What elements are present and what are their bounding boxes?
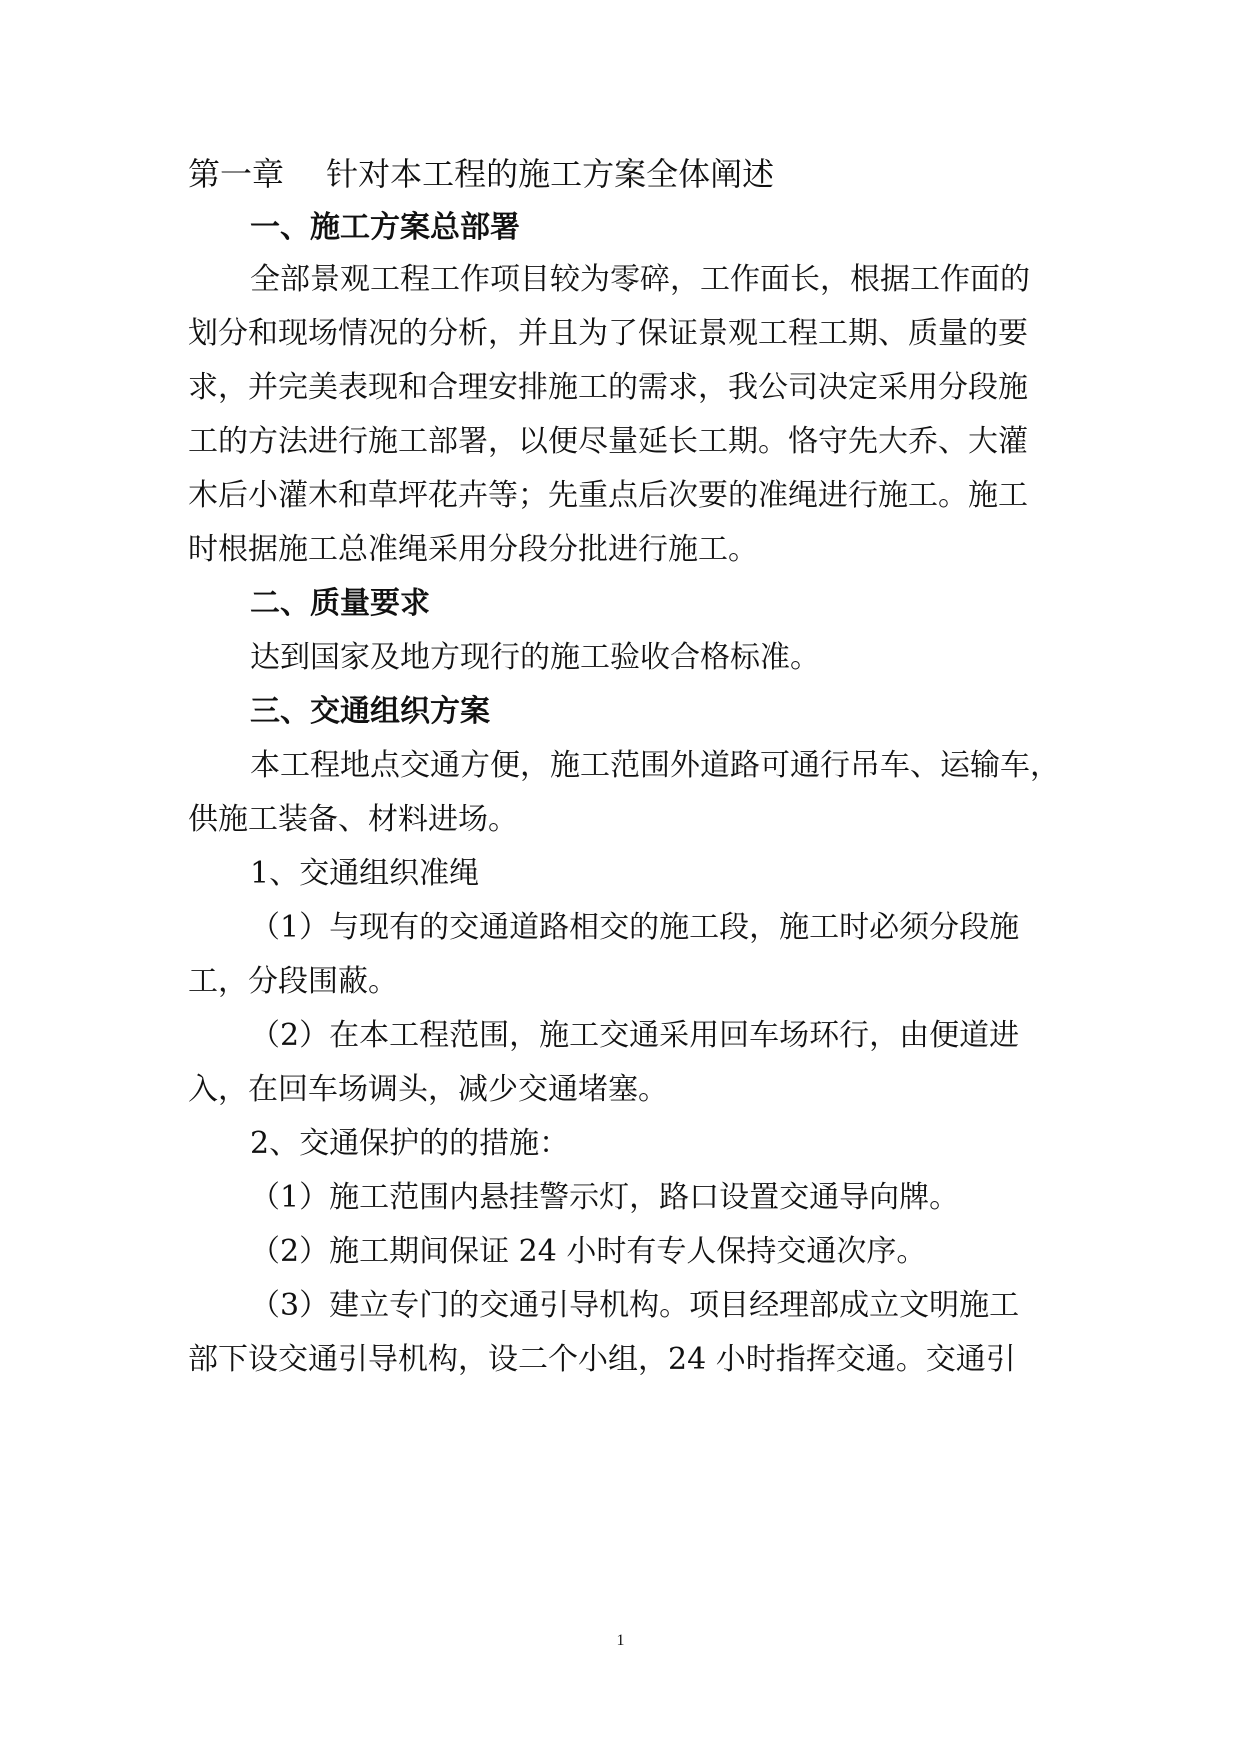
chapter-title: 第一章 针对本工程的施工方案全体阐述: [188, 155, 775, 193]
paragraph-line: 入，在回车场调头，减少交通堵塞。: [188, 1072, 668, 1107]
paragraph-line: 时根据施工总准绳采用分段分批进行施工。: [188, 532, 758, 567]
paragraph-line: （2）在本工程范围，施工交通采用回车场环行，由便道进: [250, 1018, 1020, 1053]
paragraph-line: 求，并完美表现和合理安排施工的需求，我公司决定采用分段施: [188, 370, 1028, 405]
section-heading-deployment: 一、施工方案总部署: [250, 210, 520, 245]
paragraph-line: 木后小灌木和草坪花卉等；先重点后次要的准绳进行施工。施工: [188, 478, 1028, 513]
paragraph-line: 本工程地点交通方便，施工范围外道路可通行吊车、运输车，: [250, 748, 1060, 783]
paragraph-line: 部下设交通引导机构，设二个小组，24 小时指挥交通。交通引: [188, 1342, 1016, 1377]
subsection-heading: 1、交通组织准绳: [250, 856, 480, 891]
paragraph-line: 供施工装备、材料进场。: [188, 802, 518, 837]
paragraph-line: （3）建立专门的交通引导机构。项目经理部成立文明施工: [250, 1288, 1020, 1323]
paragraph-line: （1）施工范围内悬挂警示灯，路口设置交通导向牌。: [250, 1180, 960, 1215]
paragraph-line: 全部景观工程工作项目较为零碎，工作面长，根据工作面的: [250, 262, 1030, 297]
paragraph-line: （1）与现有的交通道路相交的施工段，施工时必须分段施: [250, 910, 1020, 945]
paragraph-line: 工，分段围蔽。: [188, 964, 398, 999]
section-heading-quality: 二、质量要求: [250, 586, 430, 621]
section-heading-traffic: 三、交通组织方案: [250, 694, 490, 729]
paragraph-line: 划分和现场情况的分析，并且为了保证景观工程工期、质量的要: [188, 316, 1028, 351]
subsection-heading: 2、交通保护的的措施：: [250, 1126, 570, 1161]
paragraph-line: 工的方法进行施工部署，以便尽量延长工期。恪守先大乔、大灌: [188, 424, 1028, 459]
paragraph-line: 达到国家及地方现行的施工验收合格标准。: [250, 640, 820, 675]
paragraph-line: （2）施工期间保证 24 小时有专人保持交通次序。: [250, 1234, 927, 1269]
page-number: 1: [616, 1632, 625, 1649]
